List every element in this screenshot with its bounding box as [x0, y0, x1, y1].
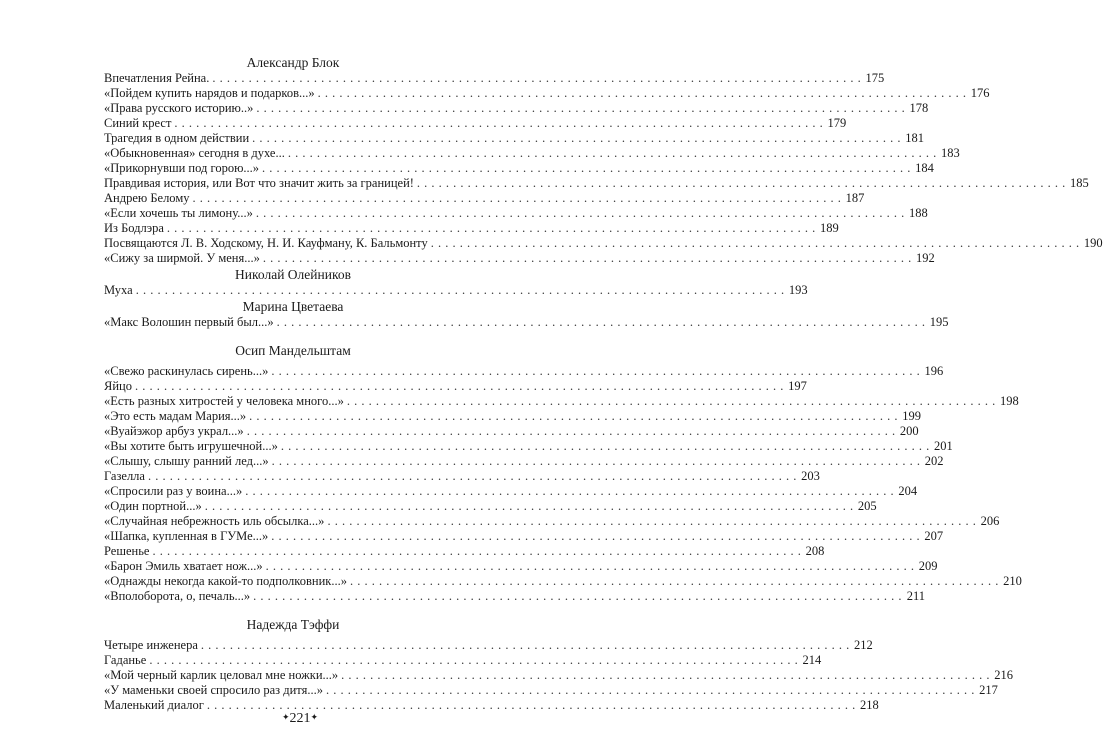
toc-entry-page: 202 — [924, 454, 944, 468]
toc-entry-page: 189 — [820, 221, 839, 235]
dot-leader — [417, 176, 1066, 191]
toc-entry-title: Решенье — [104, 544, 150, 558]
toc-entry[interactable] — [104, 529, 944, 544]
toc-entry-page: 187 — [845, 191, 865, 205]
dot-leader — [431, 236, 1080, 251]
toc-entry[interactable] — [104, 206, 928, 221]
toc-entry-page: 193 — [788, 283, 808, 297]
author-heading: Осип Мандельштам — [235, 343, 351, 358]
dot-leader — [149, 653, 798, 668]
dot-leader — [192, 191, 841, 206]
toc-entry-title: «Есть разных хитростей у человека много...» — [104, 394, 344, 408]
dot-leader — [277, 315, 926, 330]
toc-entry-title: Андрею Белому — [104, 191, 190, 205]
toc-entry-title: «Мой черный карлик целовал мне ножки...» — [104, 668, 339, 682]
toc-entry-page: 210 — [1003, 574, 1022, 588]
toc-entry-title: «Однажды некогда какой-то подполковник...» — [104, 574, 347, 588]
dot-leader — [271, 529, 920, 544]
dot-leader — [148, 469, 797, 484]
toc-entry-title: «Пойдем купить нарядов и подарков...» — [104, 86, 315, 100]
toc-entry-page: 209 — [918, 559, 938, 573]
dot-leader — [318, 86, 967, 101]
toc-entry-title: «Сижу за ширмой. У меня...» — [104, 251, 260, 265]
dot-leader — [288, 146, 937, 161]
dot-leader — [252, 131, 901, 146]
toc-entry[interactable] — [104, 251, 935, 266]
toc-entry-title: «Вполоборота, о, печаль...» — [104, 589, 251, 603]
toc-entry-title: «Спросили раз у воина...» — [104, 484, 243, 498]
toc-entry[interactable] — [104, 439, 953, 454]
toc-entry[interactable] — [104, 364, 944, 379]
author-heading: Николай Олейников — [235, 267, 351, 282]
toc-entry-page: 201 — [933, 439, 953, 453]
toc-entry[interactable] — [104, 116, 847, 131]
toc-entry-title: «Вы хотите быть игрушечной...» — [104, 439, 278, 453]
toc-entry-page: 199 — [902, 409, 922, 423]
toc-entry[interactable] — [104, 283, 808, 298]
dot-leader — [152, 544, 801, 559]
toc-entry-page: 179 — [827, 116, 847, 130]
dot-leader — [212, 71, 861, 86]
dot-leader — [256, 206, 905, 221]
toc-entry-page: 218 — [859, 698, 879, 712]
toc-entry[interactable] — [104, 683, 998, 698]
toc-entry[interactable] — [104, 424, 919, 439]
author-heading: Александр Блок — [246, 55, 340, 70]
toc-entry[interactable] — [104, 409, 922, 424]
page-number-value: 221 — [289, 711, 311, 726]
toc-entry-page: 185 — [1070, 176, 1089, 190]
toc-entry-title: Муха — [104, 283, 133, 297]
toc-entry-title: «Барон Эмиль хватает нож...» — [104, 559, 263, 573]
toc-entry[interactable] — [104, 146, 960, 161]
page-number — [0, 708, 600, 728]
toc-entry-page: 195 — [929, 315, 949, 329]
dot-leader — [263, 251, 912, 266]
toc-entry[interactable] — [104, 161, 934, 176]
toc-entry-page: 206 — [980, 514, 1000, 528]
toc-entry-page: 190 — [1083, 236, 1103, 250]
toc-entry[interactable] — [104, 315, 949, 330]
toc-entry-title: «Если хочешь ты лимону...» — [104, 206, 253, 220]
toc-entry[interactable] — [104, 499, 877, 514]
toc-entry-page: 207 — [924, 529, 944, 543]
dot-leader — [249, 409, 898, 424]
toc-entry-page: 175 — [865, 71, 885, 85]
toc-entry-title: «Слышу, слышу ранний лед...» — [104, 454, 269, 468]
toc-entry-title: «Это есть мадам Мария...» — [104, 409, 247, 423]
toc-entry[interactable] — [104, 221, 839, 236]
toc-entry-title: «Прикорнувши под горою...» — [104, 161, 260, 175]
toc-entry-page: 208 — [805, 544, 825, 558]
toc-entry-title: Трагедия в одном действии — [104, 131, 250, 145]
toc-entry-page: 203 — [801, 469, 820, 483]
toc-entry-page: 211 — [906, 589, 926, 603]
toc-entry-page: 181 — [905, 131, 925, 145]
dot-leader — [326, 683, 975, 698]
dot-leader — [205, 499, 854, 514]
toc-entry[interactable] — [104, 86, 990, 101]
table-of-contents — [104, 54, 1103, 713]
toc-entry-page: 196 — [924, 364, 944, 378]
dot-leader — [347, 394, 996, 409]
toc-entry-page: 184 — [915, 161, 934, 175]
toc-entry[interactable] — [104, 71, 885, 86]
toc-entry-page: 183 — [940, 146, 960, 160]
toc-entry[interactable] — [104, 544, 825, 559]
toc-entry[interactable] — [104, 236, 1103, 251]
toc-entry-title: «Макс Волошин первый был...» — [104, 315, 274, 329]
dot-leader — [247, 424, 896, 439]
toc-entry-page: 178 — [909, 101, 929, 115]
ornament-left-icon: ✦ — [281, 712, 290, 722]
toc-entry-title: «Один портной...» — [104, 499, 202, 513]
toc-entry[interactable] — [104, 394, 1019, 409]
dot-leader — [201, 638, 850, 653]
toc-entry-title: Посвящаются Л. В. Ходскому, Н. И. Кауфману, К. Бальмонту — [104, 236, 428, 250]
toc-entry[interactable] — [104, 574, 1022, 589]
toc-entry-title: Яйцо — [104, 379, 132, 393]
toc-entry-title: Из Бодлэра — [104, 221, 164, 235]
dot-leader — [350, 574, 999, 589]
toc-entry-page: 217 — [979, 683, 998, 697]
toc-entry[interactable] — [104, 454, 944, 469]
toc-entry[interactable] — [104, 176, 1089, 191]
author-heading: Марина Цветаева — [242, 299, 344, 314]
dot-leader — [174, 116, 823, 131]
toc-entry[interactable] — [104, 469, 820, 484]
toc-entry[interactable] — [104, 101, 929, 116]
dot-leader — [136, 283, 785, 298]
dot-leader — [253, 589, 902, 604]
toc-entry-page: 176 — [970, 86, 990, 100]
toc-entry[interactable] — [104, 484, 918, 499]
toc-entry-page: 200 — [899, 424, 919, 438]
toc-entry-title: Газелла — [104, 469, 145, 483]
toc-entry-title: «У маменьки своей спросило раз дитя...» — [104, 683, 323, 697]
toc-entry-page: 197 — [788, 379, 807, 393]
dot-leader — [271, 364, 920, 379]
toc-entry-title: Гаданье — [104, 653, 147, 667]
toc-entry[interactable] — [104, 638, 873, 653]
toc-entry[interactable] — [104, 559, 938, 574]
toc-entry-title: «Случайная небрежность иль обсылка...» — [104, 514, 325, 528]
toc-entry[interactable] — [104, 131, 925, 146]
toc-entry[interactable] — [104, 191, 865, 206]
dot-leader — [167, 221, 816, 236]
toc-entry[interactable] — [104, 379, 807, 394]
dot-leader — [272, 454, 921, 469]
dot-leader — [256, 101, 905, 116]
toc-entry-page: 192 — [916, 251, 935, 265]
toc-entry[interactable] — [104, 668, 1014, 683]
toc-entry-title: Впечатления Рейна. — [104, 71, 210, 85]
toc-entry-title: «Свежо раскинулась сирень...» — [104, 364, 269, 378]
toc-entry-page: 214 — [802, 653, 822, 667]
toc-entry[interactable] — [104, 653, 822, 668]
toc-entry-page: 212 — [854, 638, 873, 652]
dot-leader — [327, 514, 976, 529]
toc-entry-page: 198 — [999, 394, 1019, 408]
toc-entry[interactable] — [104, 589, 926, 604]
dot-leader — [245, 484, 894, 499]
toc-entry-page: 216 — [994, 668, 1014, 682]
toc-entry-title: «Шапка, купленная в ГУМе...» — [104, 529, 269, 543]
toc-entry-page: 204 — [898, 484, 918, 498]
dot-leader — [266, 559, 915, 574]
dot-leader — [262, 161, 911, 176]
toc-entry-title: «Обыкновенная» сегодня в духе... — [104, 146, 285, 160]
toc-entry-title: «Вуайэжор арбуз украл...» — [104, 424, 244, 438]
toc-entry-page: 188 — [908, 206, 928, 220]
toc-entry-title: Синий крест — [104, 116, 172, 130]
toc-entry[interactable] — [104, 514, 1000, 529]
toc-entry-title: «Права русского историю..» — [104, 101, 254, 115]
toc-entry-title: Четыре инженера — [104, 638, 198, 652]
dot-leader — [135, 379, 784, 394]
toc-entry-page: 205 — [857, 499, 877, 513]
ornament-right-icon: ✦ — [310, 712, 319, 722]
dot-leader — [341, 668, 990, 683]
toc-entry-title: Маленький диалог — [104, 698, 204, 712]
dot-leader — [281, 439, 930, 454]
toc-entry-title: Правдивая история, или Вот что значит жить за границей! — [104, 176, 414, 190]
author-heading: Надежда Тэффи — [246, 617, 340, 632]
